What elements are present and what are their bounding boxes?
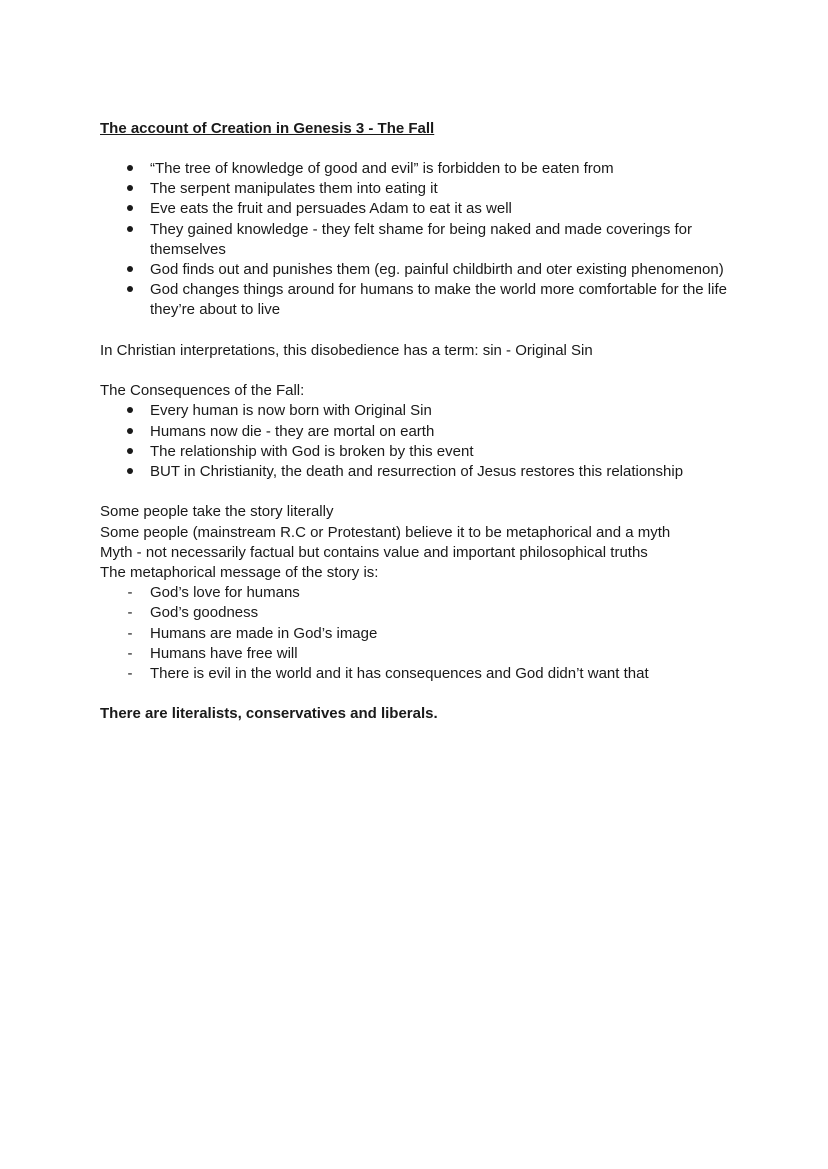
list-item-text: God’s love for humans [150,584,300,602]
dash-icon: - [127,624,133,642]
list-item [100,583,740,603]
dash-icon: - [127,665,133,683]
document-title: The account of Creation in Genesis 3 - The Fall [100,120,435,137]
list-item [100,624,740,644]
spacer [100,684,740,704]
consequences-list [100,401,740,482]
list-item-text: God finds out and punishes them (eg. painful childbirth and oter existing phenomenon) [150,261,724,279]
list-item [100,260,740,280]
interpretation-line: Some people take the story literally [100,503,334,521]
spacer [100,482,740,502]
interpretation-line: The metaphorical message of the story is: [100,564,379,582]
list-item [100,401,740,421]
metaphorical-messages-list [100,583,740,684]
list-item-text: Eve eats the fruit and persuades Adam to eat it as well [150,200,512,218]
list-item [100,603,740,623]
bullet-icon [124,199,136,219]
list-item-text: BUT in Christianity, the death and resurrection of Jesus restores this relationship [150,463,684,481]
list-item-text: Every human is now born with Original Sin [150,402,432,420]
list-item [100,280,740,320]
list-item-text: God’s goodness [150,604,259,622]
bullet-icon [124,462,136,482]
list-item [100,159,740,179]
consequences-heading: The Consequences of the Fall: [100,382,305,400]
list-item-text: God changes things around for humans to make the world more comfortable for the life they’re about to live [150,281,727,319]
list-item [100,442,740,462]
list-item-text: The serpent manipulates them into eating it [150,180,438,198]
list-item-text: Humans now die - they are mortal on earth [150,422,435,440]
list-item-text: “The tree of knowledge of good and evil” is forbidden to be eaten from [150,160,614,177]
bullet-icon [124,159,136,179]
christian-interpretation: In Christian interpretations, this disobedience has a term: sin - Original Sin [100,341,593,359]
list-item [100,199,740,219]
spacer [100,321,740,341]
list-item-text: Humans have free will [150,644,298,662]
interpretation-line: Some people (mainstream R.C or Protestant) believe it to be metaphorical and a myth [100,523,671,541]
bullet-icon [124,422,136,442]
list-item-text: They gained knowledge - they felt shame for being naked and made coverings for themselves [150,220,692,258]
spacer [100,361,740,381]
bullet-icon [124,280,136,300]
document-page [100,119,740,725]
interpretation-line: Myth - not necessarily factual but contains value and important philosophical truths [100,543,648,561]
list-item [100,179,740,199]
story-points-list [100,159,740,321]
spacer [100,139,740,159]
bullet-icon [124,220,136,240]
conclusion: There are literalists, conservatives and liberals. [100,705,438,723]
bullet-icon [124,260,136,280]
list-item [100,462,740,482]
dash-icon: - [127,644,133,662]
list-item-text: Humans are made in God’s image [150,624,378,642]
list-item-text: There is evil in the world and it has consequences and God didn’t want that [150,665,649,683]
bullet-icon [124,179,136,199]
list-item [100,422,740,442]
bullet-icon [124,442,136,462]
bullet-icon [124,401,136,421]
list-item [100,644,740,664]
dash-icon: - [127,584,133,602]
list-item [100,220,740,260]
list-item-text: The relationship with God is broken by this event [150,442,474,460]
dash-icon: - [127,604,133,622]
list-item [100,664,740,684]
